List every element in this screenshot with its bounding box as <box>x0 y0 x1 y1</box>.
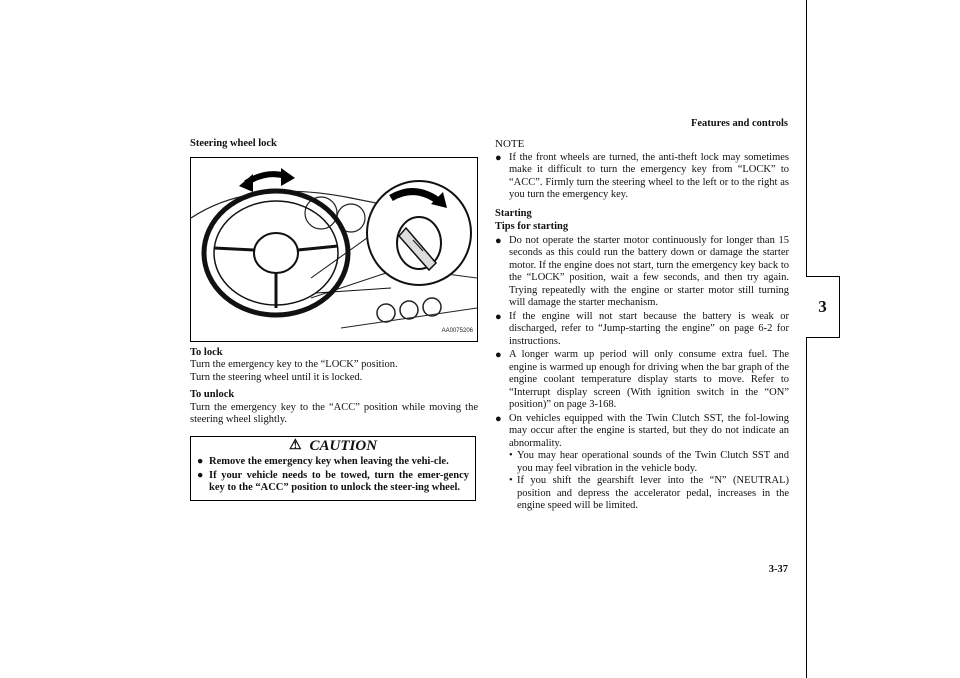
unlock-instruction: Turn the emergency key to the “ACC” position while moving the steering wheel slightly. <box>190 401 478 425</box>
note-item <box>495 152 789 202</box>
caution-item-text: If your vehicle needs to be towed, turn the emer-gency key to the “ACC” position to unlock the steer-ing wheel. <box>209 469 469 493</box>
chapter-divider <box>806 0 807 678</box>
warning-triangle-icon: ⚠ <box>288 437 302 453</box>
bullet-icon: ● <box>495 234 502 247</box>
sub-item-text: You may hear operational sounds of the Twin Clutch SST and you may feel vibration in the vehicle body. <box>517 450 789 474</box>
sub-item-text: If you shift the gearshift lever into the “N” (NEUTRAL) position and depress the accelerator pedal, increases in the engine speed will be limited. <box>517 475 789 511</box>
bullet-icon: ● <box>495 310 502 323</box>
lock-instruction-1: Turn the emergency key to the “LOCK” position. <box>190 359 398 370</box>
tip-item-body <box>509 413 789 513</box>
page-number: 3-37 <box>768 564 788 575</box>
right-column <box>495 138 789 513</box>
page-header: Features and controls <box>690 118 788 129</box>
sub-bullet-icon: • <box>509 475 513 486</box>
lock-heading: To lock <box>190 346 223 358</box>
bullet-icon: ● <box>495 151 502 164</box>
sub-item <box>509 450 789 475</box>
tip-item <box>495 235 789 310</box>
bullet-icon: ● <box>197 469 204 481</box>
caution-item <box>197 456 469 469</box>
note-item-text: If the front wheels are turned, the anti-theft lock may sometimes make it difficult to turn the emergency key from “LOCK” to “ACC”. Firmly turn the steering wheel to the left or to the right as you turn the emergency key. <box>509 151 789 200</box>
tip-item-text: Do not operate the starter motor continuously for longer than 15 seconds as this could run the battery down or damage the starter motor. If the engine does not start, turn the emergency key back to the “LOCK” position, wait a few seconds, and then try again. Trying repeatedly with the engine or starter motor still turning will damage the starter mechanism. <box>509 234 789 308</box>
steering-wheel-drawing <box>191 158 477 341</box>
sub-bullet-icon: • <box>509 450 513 461</box>
section-title: Steering wheel lock <box>190 138 277 149</box>
caution-label: CAUTION <box>309 437 378 454</box>
caution-title <box>197 437 469 454</box>
chapter-tab: 3 <box>806 276 840 338</box>
tip-item-text: On vehicles equipped with the Twin Clutch SST, the fol-lowing may occur after the engine is started, but they do not indicate an abnormality. <box>509 412 789 449</box>
steering-lock-illustration <box>190 157 478 342</box>
starting-heading: Starting <box>495 207 532 219</box>
unlock-heading: To unlock <box>190 389 235 400</box>
note-heading: NOTE <box>495 138 525 150</box>
bullet-icon: ● <box>495 412 502 425</box>
left-column <box>190 138 478 501</box>
caution-box <box>190 436 476 501</box>
bullet-icon: ● <box>197 456 204 467</box>
tip-item <box>495 349 789 412</box>
tip-item <box>495 311 789 349</box>
tip-item-text: A longer warm up period will only consume extra fuel. The engine is warmed up enough for driving when the bar graph of the engine coolant temperature display starts to move. Refer to “Interrupt display screen (With ignition switch in the “ON” position)” on page 3-168. <box>509 349 789 410</box>
figure-code: AA0075206 <box>441 328 473 334</box>
caution-item-text: Remove the emergency key when leaving the vehi-cle. <box>209 456 449 467</box>
lock-instruction-2: Turn the steering wheel until it is locked. <box>190 371 363 383</box>
caution-item <box>197 470 469 495</box>
tip-item <box>495 413 789 513</box>
tip-item-text: If the engine will not start because the battery is weak or discharged, refer to “Jump-starting the engine” on page 6-2 for instructions. <box>509 310 789 347</box>
sub-item <box>509 475 789 513</box>
bullet-icon: ● <box>495 349 502 361</box>
tips-heading: Tips for starting <box>495 221 569 232</box>
